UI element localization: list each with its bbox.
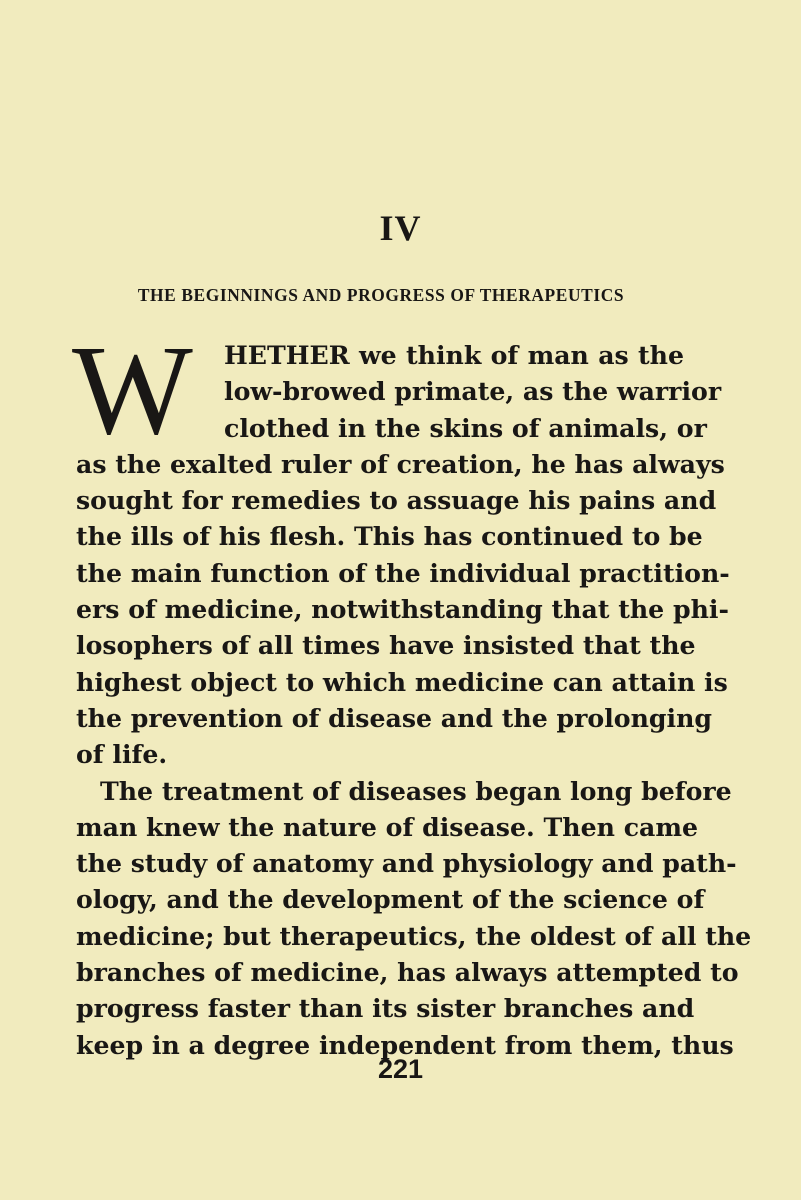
text-line: the prevention of disease and the prolonging bbox=[76, 702, 713, 733]
text-line: medicine; but therapeutics, the oldest of all the bbox=[76, 920, 752, 951]
text-line: sought for remedies to assuage his pains and bbox=[76, 485, 717, 516]
text-line: ology, and the development of the science of bbox=[76, 884, 705, 915]
text-line: the study of anatomy and physiology and path- bbox=[76, 848, 737, 879]
text-line: man knew the nature of disease. Then came bbox=[76, 811, 699, 842]
text-line: losophers of all times have insisted that the bbox=[76, 630, 696, 661]
text-line: the ills of his flesh. This has continued to be bbox=[76, 521, 703, 552]
page-number: 221 bbox=[377, 1054, 424, 1084]
chapter-title: THE BEGINNINGS AND PROGRESS OF THERAPEUTICS bbox=[137, 285, 625, 305]
text-line: HETHER we think of man as the bbox=[224, 340, 684, 370]
text-line: the main function of the individual practition- bbox=[76, 557, 730, 588]
text-line: clothed in the skins of animals, or bbox=[224, 412, 707, 443]
text-line: low-browed primate, as the warrior bbox=[224, 376, 722, 407]
text-line: as the exalted ruler of creation, he has always bbox=[76, 448, 725, 479]
chapter-number: IV bbox=[379, 208, 422, 248]
text-line: ers of medicine, notwithstanding that the phi- bbox=[76, 594, 729, 625]
text-line: The treatment of diseases began long before bbox=[100, 775, 732, 806]
text-line: highest object to which medicine can attain is bbox=[76, 666, 728, 697]
drop-cap: W bbox=[72, 319, 193, 461]
text-line: branches of medicine, has always attempted to bbox=[76, 957, 739, 988]
body-text bbox=[72, 319, 752, 1063]
text-line: keep in a degree independent from them, thus bbox=[76, 1029, 734, 1060]
text-line: progress faster than its sister branches and bbox=[76, 993, 695, 1024]
text-line: of life. bbox=[76, 739, 168, 770]
